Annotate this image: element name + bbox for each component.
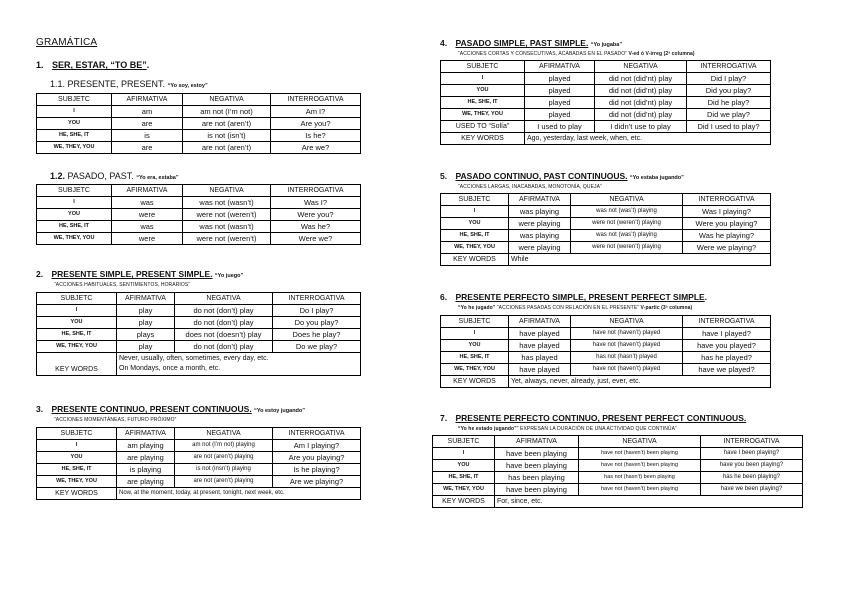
table-row [433,472,803,484]
header-subject: SUBJETC [441,61,525,73]
interrogative-cell: Are you? [271,118,361,130]
subject-cell: WE, THEY, YOU [37,142,112,154]
table-row [37,106,361,118]
key-words-text: For, since, etc. [495,496,803,508]
interrogative-cell: Are we playing? [273,476,361,488]
affirmative-cell: plays [117,329,175,341]
negative-cell: did not (did’nt) play [595,73,687,85]
header-subject: SUBJETC [441,316,509,328]
subject-cell: WE, THEY, YOU [441,242,509,254]
affirmative-cell: play [117,341,175,353]
past-to-be-table [36,184,361,245]
table-header-row [441,194,771,206]
key-words-text: Ago, yesterday, last week, when, etc. [525,133,771,145]
affirmative-cell: have been playing [495,484,579,496]
page-title: GRAMÁTICA [36,37,98,48]
negative-cell: has not (hasn’t) played [571,352,683,364]
key-words-text: Now, at the moment, today, at present, tonight, next week, etc. [117,488,361,500]
subject-cell: WE, THEY, YOU [441,364,509,376]
header-subject: SUBJETC [37,428,117,440]
interrogative-cell: Is he playing? [273,464,361,476]
subject-cell: YOU [37,452,117,464]
table-row [37,221,361,233]
key-words-row [433,496,803,508]
negative-cell: have not (haven’t) been playing [579,448,701,460]
section-1-heading [36,60,149,70]
subject-cell: HE, SHE, IT [37,221,112,233]
subject-cell: WE, THEY, YOU [37,476,117,488]
subject-cell: I [433,448,495,460]
section-4-number: 4. [440,38,448,48]
used-to-label: USED TO “Solía” [441,121,525,133]
affirmative-cell: are [112,142,183,154]
affirmative-cell: have been playing [495,460,579,472]
table-row [441,109,771,121]
key-words-label: KEY WORDS [37,353,117,376]
affirmative-cell: were [112,233,183,245]
negative-cell: did not (did’nt) play [595,85,687,97]
table-header-row [37,293,361,305]
table-row [37,233,361,245]
affirmative-cell: am playing [117,440,175,452]
negative-cell: was not (wasn’t) [183,221,271,233]
key-words-text: While [509,254,771,266]
affirmative-cell: are [112,118,183,130]
key-words-line-1: Never, usually, often, sometimes, every day, etc. [119,355,269,362]
section-1-title: SER, ESTAR, “TO BE” [52,60,147,70]
section-2-heading [36,269,243,279]
section-7-number: 7. [440,413,448,423]
negative-cell: was not (was’t) playing [571,206,683,218]
table-row [441,352,771,364]
header-interrogative: INTERROGATIVA [683,194,771,206]
section-5-note: “ACCIONES LARGAS, INACABADAS, MONOTONÍA, QUEJA” [458,184,602,190]
subject-cell: I [441,206,509,218]
section-6-title: PRESENTE PERFECTO SIMPLE, PRESENT PERFECT SIMPLE [455,292,705,302]
section-3-number: 3. [36,404,44,414]
interrogative-cell: have I played? [683,328,771,340]
section-2-heading-note: “Yo juego” [214,273,244,279]
subject-cell: I [37,305,117,317]
present-to-be-table [36,93,361,154]
subject-cell: I [37,106,112,118]
affirmative-cell: were [112,209,183,221]
section-6-note-rule: V-partic (3ª columna) [640,305,693,311]
table-row [441,85,771,97]
header-interrogative: INTERROGATIVA [273,428,361,440]
negative-cell: I didn’t use to play [595,121,687,133]
negative-cell: was not (was’t) playing [571,230,683,242]
header-negative: NEGATIVA [175,428,273,440]
section-6-tail: . [704,292,708,302]
header-affirmative: AFIRMATIVA [509,194,571,206]
subject-cell: I [37,440,117,452]
interrogative-cell: Did I play? [687,73,771,85]
negative-cell: have not (haven’t) played [571,364,683,376]
affirmative-cell: played [525,97,595,109]
section-1-tail: . [146,60,150,70]
table-row [441,364,771,376]
subject-cell: YOU [37,118,112,130]
table-row [441,97,771,109]
section-7-heading [440,413,746,423]
key-words-label: KEY WORDS [441,133,525,145]
interrogative-cell: Was I? [271,197,361,209]
subject-cell: YOU [37,209,112,221]
header-subject: SUBJETC [37,293,117,305]
interrogative-cell: have we been playing? [701,484,803,496]
negative-cell: are not (aren’t) playing [175,476,273,488]
present-perfect-simple-table [440,315,771,388]
affirmative-cell: was playing [509,206,571,218]
table-row [433,460,803,472]
key-words-row [441,254,771,266]
header-subject: SUBJETC [37,94,112,106]
section-7-title: PRESENTE PERFECTO CONTINUO, PRESENT PERFECT CONTINUOUS. [455,413,747,423]
subsection-1-1-note: “Yo soy, estoy” [167,83,208,89]
table-header-row [441,316,771,328]
section-6-note-text: “ACCIONES PASADAS CON RELACIÓN EN EL PRESENTE” [495,305,641,311]
table-row [37,130,361,142]
interrogative-cell: Was I playing? [683,206,771,218]
negative-cell: have not (haven’t) played [571,340,683,352]
section-4-note [458,51,695,57]
negative-cell: are not (aren’t) [183,118,271,130]
table-row [37,440,361,452]
section-5-title: PASADO CONTINUO, PAST CONTINUOUS. [455,171,628,181]
interrogative-cell: Were we playing? [683,242,771,254]
section-6-heading [440,292,707,302]
negative-cell: is not (insn’t) playing [175,464,273,476]
subject-cell: I [441,73,525,85]
header-affirmative: AFIRMATIVA [525,61,595,73]
affirmative-cell: have played [509,364,571,376]
affirmative-cell: were playing [509,242,571,254]
section-3-title: PRESENTE CONTINUO, PRESENT CONTINUOUS. [51,404,252,414]
table-row [441,230,771,242]
affirmative-cell: play [117,317,175,329]
subject-cell: HE, SHE, IT [433,472,495,484]
subsection-1-1-title: 1.1. PRESENTE, PRESENT. [50,79,166,89]
key-words-row [441,133,771,145]
table-row [37,341,361,353]
section-5-heading-note: “Yo estaba jugando” [629,175,684,181]
key-words-label: KEY WORDS [441,254,509,266]
section-4-title: PASADO SIMPLE, PAST SIMPLE. [455,38,589,48]
subject-cell: WE, THEY, YOU [441,109,525,121]
interrogative-cell: Were you? [271,209,361,221]
interrogative-cell: Are you playing? [273,452,361,464]
table-row [37,142,361,154]
section-5-heading [440,171,684,181]
subject-cell: YOU [441,218,509,230]
section-2-note: “ACCIONES HABITUALES, SENTIMIENTOS, HORARIOS” [54,282,191,288]
header-interrogative: INTERROGATIVA [271,94,361,106]
negative-cell: are not (aren’t) [183,142,271,154]
interrogative-cell: Am I? [271,106,361,118]
table-row [37,452,361,464]
section-4-note-rule: V-ed ó V-irreg (2ª columna) [628,51,695,57]
header-subject: SUBJETC [433,436,495,448]
key-words-text [117,353,361,376]
subject-cell: HE, SHE, IT [37,464,117,476]
negative-cell: do not (don’t) play [175,305,273,317]
interrogative-cell: have you played? [683,340,771,352]
affirmative-cell: have been playing [495,448,579,460]
header-interrogative: INTERROGATIVA [271,185,361,197]
section-1-number: 1. [36,60,44,70]
section-3-heading-note: “Yo estoy jugando” [254,408,306,414]
key-words-line-2: On Mondays, once a month, etc. [119,365,221,372]
section-7-note-text: ” EXPRESAN LA DURACIÓN DE UNA ACTIVIDAD QUE CONTINÚA” [516,426,677,432]
section-5-number: 5. [440,171,448,181]
section-7-note [458,426,677,432]
subject-cell: HE, SHE, IT [441,230,509,242]
header-affirmative: AFIRMATIVA [112,94,183,106]
subject-cell: HE, SHE, IT [441,97,525,109]
table-row [37,329,361,341]
table-header-row [37,428,361,440]
interrogative-cell: Did you play? [687,85,771,97]
interrogative-cell: Is he? [271,130,361,142]
negative-cell: am not (I’m not) [183,106,271,118]
header-affirmative: AFIRMATIVA [509,316,571,328]
subject-cell: I [37,197,112,209]
header-negative: NEGATIVA [183,94,271,106]
affirmative-cell: am [112,106,183,118]
interrogative-cell: have I been playing? [701,448,803,460]
section-3-heading [36,404,305,414]
affirmative-cell: played [525,73,595,85]
subsection-1-2-number: 1.2. [50,171,66,181]
negative-cell: are not (aren’t) playing [175,452,273,464]
header-negative: NEGATIVA [571,316,683,328]
affirmative-cell: play [117,305,175,317]
negative-cell: did not (did’nt) play [595,109,687,121]
header-affirmative: AFIRMATIVA [117,293,175,305]
subsection-1-1-heading [50,79,208,89]
table-row [433,484,803,496]
table-row [37,464,361,476]
subject-cell: YOU [441,85,525,97]
section-7-note-example: “Yo he estado jugando” [458,426,517,432]
section-2-number: 2. [36,269,44,279]
interrogative-cell: have we played? [683,364,771,376]
affirmative-cell: are playing [117,452,175,464]
negative-cell: is not (isn’t) [183,130,271,142]
section-6-number: 6. [440,292,448,302]
affirmative-cell: is [112,130,183,142]
key-words-label: KEY WORDS [441,376,509,388]
table-row [37,118,361,130]
table-row [441,328,771,340]
negative-cell: have not (haven’t) played [571,328,683,340]
table-header-row [37,185,361,197]
interrogative-cell: Did we play? [687,109,771,121]
negative-cell: was not (wasn’t) [183,197,271,209]
negative-cell: do not (don’t) play [175,341,273,353]
key-words-row [441,376,771,388]
key-words-row [37,488,361,500]
interrogative-cell: has he been playing? [701,472,803,484]
subsection-1-2-note: “Yo era, estaba” [136,175,179,181]
header-negative: NEGATIVA [183,185,271,197]
subject-cell: WE, THEY, YOU [433,484,495,496]
negative-cell: have not (haven’t) been playing [579,460,701,472]
interrogative-cell: Was he playing? [683,230,771,242]
table-row [441,73,771,85]
header-subject: SUBJETC [37,185,112,197]
present-continuous-table [36,427,361,500]
subject-cell: YOU [441,340,509,352]
negative-cell: am not (I’m not) playing [175,440,273,452]
table-row [441,218,771,230]
subject-cell: WE, THEY, YOU [37,341,117,353]
present-simple-table [36,292,361,376]
interrogative-cell: Do I play? [273,305,361,317]
header-affirmative: AFIRMATIVA [117,428,175,440]
key-words-label: KEY WORDS [37,488,117,500]
interrogative-cell: Am I playing? [273,440,361,452]
table-header-row [433,436,803,448]
section-3-note: “ACCIONES MOMENTÁNEAS, FUTURO PRÓXIMO” [54,417,177,423]
subject-cell: HE, SHE, IT [441,352,509,364]
subject-cell: HE, SHE, IT [37,130,112,142]
table-row [441,242,771,254]
affirmative-cell: is playing [117,464,175,476]
table-row [37,305,361,317]
interrogative-cell: Did I used to play? [687,121,771,133]
header-negative: NEGATIVA [571,194,683,206]
table-header-row [441,61,771,73]
header-interrogative: INTERROGATIVA [683,316,771,328]
past-simple-table [440,60,771,145]
subsection-1-2-heading [50,171,179,181]
interrogative-cell: Was he? [271,221,361,233]
subsection-1-2-title: PASADO, PAST. [65,171,134,181]
affirmative-cell: was [112,221,183,233]
affirmative-cell: I used to play [525,121,595,133]
table-row [37,209,361,221]
key-words-label: KEY WORDS [433,496,495,508]
affirmative-cell: have played [509,328,571,340]
header-subject: SUBJETC [441,194,509,206]
interrogative-cell: Does he play? [273,329,361,341]
affirmative-cell: played [525,85,595,97]
subject-cell: YOU [433,460,495,472]
affirmative-cell: are playing [117,476,175,488]
affirmative-cell: has played [509,352,571,364]
key-words-row [37,353,361,376]
interrogative-cell: Do we play? [273,341,361,353]
past-continuous-table [440,193,771,266]
section-4-heading [440,38,622,48]
interrogative-cell: Were we? [271,233,361,245]
present-perfect-continuous-table [432,435,803,508]
interrogative-cell: Are we? [271,142,361,154]
table-header-row [37,94,361,106]
negative-cell: does not (doesn’t) play [175,329,273,341]
header-negative: NEGATIVA [175,293,273,305]
negative-cell: were not (weren’t) [183,233,271,245]
negative-cell: have not (haven’t) been playing [579,484,701,496]
section-6-note-example: “Yo he jugado” [458,305,496,311]
negative-cell: were not (weren’t) playing [571,218,683,230]
affirmative-cell: was playing [509,230,571,242]
interrogative-cell: Do you play? [273,317,361,329]
affirmative-cell: played [525,109,595,121]
interrogative-cell: has he played? [683,352,771,364]
table-row [37,476,361,488]
header-affirmative: AFIRMATIVA [495,436,579,448]
interrogative-cell: have you been playing? [701,460,803,472]
negative-cell: were not (weren’t) playing [571,242,683,254]
table-row [37,197,361,209]
table-row [441,340,771,352]
interrogative-cell: Were you playing? [683,218,771,230]
section-4-note-text: “ACCIONES CORTAS Y CONSECUTIVAS, ACABADAS EN EL PASADO” [458,51,627,57]
negative-cell: has not (hasn’t) been playing [579,472,701,484]
header-interrogative: INTERROGATIVA [701,436,803,448]
header-affirmative: AFIRMATIVA [112,185,183,197]
affirmative-cell: have played [509,340,571,352]
negative-cell: were not (weren’t) [183,209,271,221]
header-negative: NEGATIVA [595,61,687,73]
header-interrogative: INTERROGATIVA [687,61,771,73]
header-interrogative: INTERROGATIVA [273,293,361,305]
used-to-row [441,121,771,133]
affirmative-cell: was [112,197,183,209]
key-words-text: Yet, always, never, already, just, ever, etc. [509,376,771,388]
header-negative: NEGATIVA [579,436,701,448]
negative-cell: did not (did’nt) play [595,97,687,109]
table-row [37,317,361,329]
section-4-heading-note: “Yo jugaba” [590,42,623,48]
affirmative-cell: has been playing [495,472,579,484]
negative-cell: do not (don’t) play [175,317,273,329]
subject-cell: YOU [37,317,117,329]
interrogative-cell: Did he play? [687,97,771,109]
affirmative-cell: were playing [509,218,571,230]
table-row [441,206,771,218]
table-row [433,448,803,460]
section-2-title: PRESENTE SIMPLE, PRESENT SIMPLE. [51,269,213,279]
subject-cell: WE, THEY, YOU [37,233,112,245]
subject-cell: I [441,328,509,340]
section-6-note [458,305,692,311]
subject-cell: HE, SHE, IT [37,329,117,341]
